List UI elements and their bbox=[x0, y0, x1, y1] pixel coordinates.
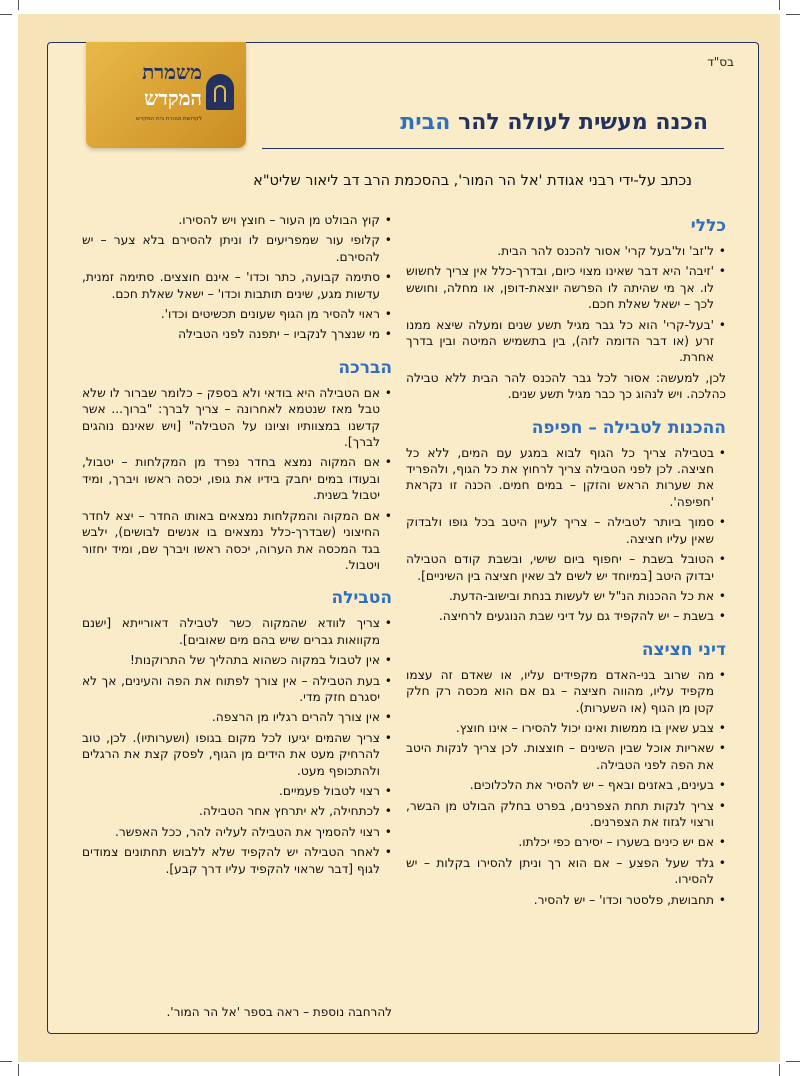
list-item: • שאריות אוכל שבין השינים – חוצצות. לכן צריך לנקות היטב את הפה לפני הטבילה. bbox=[406, 741, 726, 772]
list-item: • סמוך ביותר לטבילה – צריך לעיין היטב בכל גופו ולבדוק שאין עליו חציצה. bbox=[406, 515, 726, 546]
temple-gate-icon bbox=[206, 74, 234, 110]
logo-line1: משמרת bbox=[142, 60, 202, 84]
list-item: • מי שנצרך לנקביו – יתפנה לפני הטבילה bbox=[178, 327, 392, 342]
crop-mark bbox=[779, 0, 780, 10]
list-item: • לאחר הטבילה יש להקפיד שלא ללבוש תחתונים צמודים לגוף [דבר שראוי להקפיד עליו דרך קבע]. bbox=[82, 845, 392, 876]
section-heading-interposition: דיני חציצה bbox=[641, 639, 726, 660]
list-item: • תחבושת, פלסטר וכדו' – יש להסיר. bbox=[533, 892, 726, 907]
crop-mark bbox=[0, 14, 12, 15]
right-column bbox=[406, 215, 726, 912]
list-item: • קוץ הבולט מן העור – חוצץ ויש להסירו. bbox=[178, 213, 392, 227]
title-accent: הבית bbox=[400, 110, 451, 135]
section-heading-blessing: הברכה bbox=[338, 357, 392, 378]
section-heading-immersion: הטבילה bbox=[331, 588, 392, 609]
crop-mark bbox=[18, 1064, 19, 1076]
list-item: • את כל ההכנות הנ"ל יש לעשות בנחת ובישוב-הדעת. bbox=[448, 588, 726, 603]
page-subtitle: נכתב על-ידי רבני אגודת 'אל הר המור', בהסכמת הרב דב ליאור שליט"א bbox=[253, 173, 692, 189]
list-item: • בשבת – יש להקפיד גם על דיני שבת הנוגעים לרחיצה. bbox=[438, 609, 726, 624]
general-note: לכן, למעשה: אסור לכל גבר להכנס להר הבית ללא טבילה כהלכה. ויש לנהוג כך כבר מגיל תשע שנים. bbox=[406, 370, 726, 402]
list-item: • אין לטבול במקוה כשהוא בתהליך של התרוקנות! bbox=[129, 653, 392, 668]
footer-note: להרחבה נוספת – ראה בספר 'אל הר המור'. bbox=[166, 1005, 392, 1019]
list-item: • רצוי להסמיך את הטבילה לעליה להר, ככל האפשר. bbox=[114, 824, 392, 839]
section-heading-general: כללי bbox=[690, 216, 726, 236]
list-item: • ל'זב' ול'בעל קרי' אסור להכנס להר הבית. bbox=[497, 244, 726, 258]
page-title bbox=[400, 110, 708, 135]
list-item: • בעינים, באזנים ובאף – יש להסיר את הלכלוכים. bbox=[469, 778, 726, 793]
list-item: • גלד שעל הפצע – אם הוא רך וניתן להסירו בקלות – יש להסירו. bbox=[406, 855, 726, 887]
list-item: • ראוי להסיר מן הגוף שעונים תכשיטים וכדו'. bbox=[160, 307, 392, 322]
list-item: • בטבילה צריך כל הגוף לבוא במגע עם המים, ללא כל חציצה. לכן לפני הטבילה צריך לרחוץ את כל הגוף, ולהפריד את שערות הראש והזקן – במים חמים. הכנה זו נקראת 'חפיפה'. bbox=[406, 445, 726, 509]
left-column bbox=[82, 212, 392, 881]
list-item: • לכתחילה, לא יתרחץ אחר הטבילה. bbox=[199, 804, 392, 819]
list-item: • רצוי לטבול פעמיים. bbox=[279, 783, 392, 798]
list-item: • אם יש כינים בשערו – יסירם כפי יכלתו. bbox=[518, 835, 726, 850]
list-item: • צריך לנקות תחת הצפרנים, בפרט בחלק הבולט מן הבשר, ורצוי לגזוז את הצפרנים. bbox=[406, 798, 726, 829]
list-item: • בעת הטבילה – אין צורך לפתוח את הפה והעינים, אך לא יסגרם חזק מדי. bbox=[82, 673, 392, 704]
list-item: • אם המקוה והמקלחות נמצאים באותו החדר – יצא לחדר החיצוני (שבדרך-כלל נמצאים בו אנשים לבושים), ילבש בגד המכסה את הערוה, יכסה ראשו ויברך שם, ומיד יחזור ויטבול. bbox=[82, 508, 392, 572]
logo-line2: המקדש bbox=[144, 86, 202, 110]
crop-mark bbox=[779, 1064, 780, 1076]
list-item: • מה שרוב בני-האדם מקפידים עליו, או שאדם זה עצמו מקפיד עליו, מהווה חציצה – גם אם הוא מכסה רק חלק קטן מן הגוף (או השערות). bbox=[406, 667, 726, 715]
list-item: • סתימה קבועה, כתר וכדו' – אינם חוצצים. סתימה זמנית, עדשות מגע, שינים תותבות וכדו' – ישאל שאלת חכם. bbox=[82, 270, 392, 301]
crop-mark bbox=[18, 0, 19, 10]
title-divider bbox=[262, 148, 724, 149]
crop-mark bbox=[0, 1061, 12, 1062]
list-item: • אם הטבילה היא בודאי ולא בספק – כלומר שברור לו שלא טבל מאז שנטמא לאחרונה – צריך לברך: "ברוך... אשר קדשנו במצוותיו וציונו על הטבילה" [ויש שאינם נוהגים לברך]. bbox=[82, 385, 392, 450]
page-code: בס"ד bbox=[707, 55, 734, 69]
list-item: • צבע שאין בו ממשות ואינו יכול להסירו – אינו חוצץ. bbox=[455, 720, 726, 735]
list-item: • 'זיבה' היא דבר שאינו מצוי כיום, ובדרך-כלל אין צריך לחשוש לו. אך מי שהיתה לו הפרשה יוצאת-דופן, או מחלה, וחושש לכך – ישאל שאלת חכם. bbox=[406, 264, 726, 312]
list-item: • אין צורך להרים רגליו מן הרצפה. bbox=[211, 710, 392, 725]
list-item: • קלופי עור שמפריעים לו וניתן להסירם בלא צער – יש להסירם. bbox=[82, 233, 392, 264]
title-main: הכנה מעשית לעולה להר bbox=[457, 110, 708, 135]
list-item: • 'בעל-קרי' הוא כל גבר מגיל תשע שנים ומעלה שיצא ממנו זרע (או דבר הדומה לזה), בין בתשמיש המיטה ובין בדרך אחרת. bbox=[406, 317, 726, 365]
list-item: • אם המקוה נמצא בחדר נפרד מן המקלחות – יטבול, ובעודו במים יחבק בידיו את גופו, יכסה ראשו ויברך, ומיד יטבול בשנית. bbox=[82, 455, 392, 503]
section-heading-preparations: ההכנות לטבילה – חפיפה bbox=[531, 417, 726, 438]
logo bbox=[86, 42, 246, 148]
list-item: • צריך שהמים יגיעו לכל מקום בגופו (ושערותיו). לכן, טוב להרחיק מעט את הידים מן הגוף, לפסק קצת את הרגלים ולהתכופף מעט. bbox=[82, 730, 392, 778]
list-item: • הטובל בשבת – יחפוף ביום שישי, ובשבת קודם הטבילה יבדוק היטב [במיוחד יש לשים לב שאין חציצה בין השיניים]. bbox=[406, 552, 726, 583]
crop-mark bbox=[786, 1061, 800, 1062]
list-item: • צריך לוודא שהמקוה כשר לטבילה דאורייתא [ישנם מקוואות גברים שיש בהם מים שאובים]. bbox=[82, 616, 392, 647]
logo-tagline: לקדושת וטהרת בית המקדש bbox=[136, 116, 202, 122]
crop-mark bbox=[786, 14, 800, 15]
